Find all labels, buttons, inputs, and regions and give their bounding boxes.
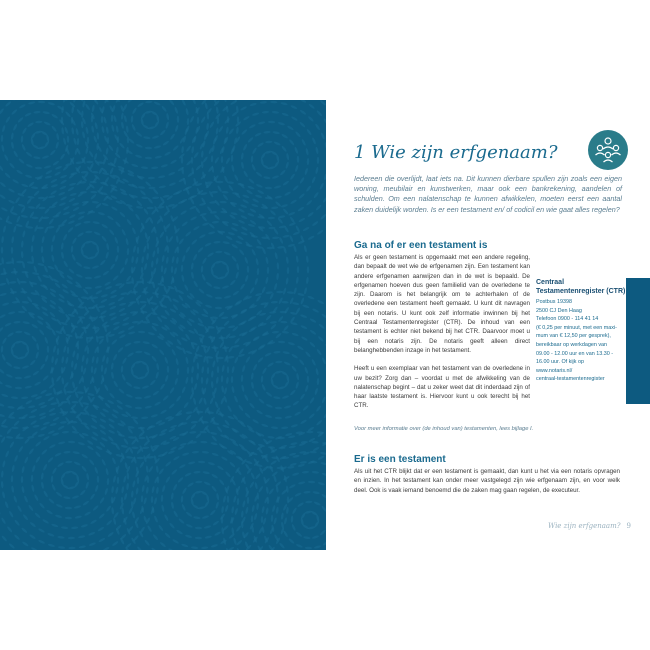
contact-line: Telefoon 0900 - 114 41 14 [536,316,599,323]
contact-line: Postbus 19398 [536,299,572,305]
decorative-pattern-page [0,100,326,550]
paragraph: Heeft u een exemplaar van het testament van de overledene in uw bezit? Zorg dan – voordat u met de afwikkeling van de nalatenschap begint – dat u zeker weet dat dit inderdaad zijn of haar laatste testament is. Hiervoor kunt u ook terecht bij het CTR. [354,365,530,410]
paragraph: Als uit het CTR blijkt dat er een testament is gemaakt, dan kunt u het via een notaris opvragen en inzien. In het testament kan onder meer vastgelegd zijn wie erfgenaam zijn, en voor welk deel. Ook is vaak iemand benoemd die de zaken mag gaan regelen, de executeur. [354,468,620,494]
contact-link[interactable]: centraal-testamentenregister [536,376,605,383]
sidebar-title: Centraal [536,279,565,286]
heading-testament-check: Ga na of er een testament is [354,240,488,251]
heading-testament-exists: Er is een testament [354,454,446,465]
section-testament-exists [354,467,620,504]
book-spread [0,100,650,550]
chapter-tab-marker [626,278,650,404]
ctr-contact-box [536,278,626,384]
contact-line: (€ 0,25 per minuut, met een maxi- [536,324,617,331]
section-testament-check [354,253,530,420]
chapter-title: 1 Wie zijn erfgenaam? [354,142,558,163]
page-number: 9 [626,522,631,530]
sidebar-title: Testamentenregister (CTR) [536,288,626,295]
appendix-note: Voor meer informatie over (de inhoud van) testamenten, lees bijlage I. [354,426,534,432]
contact-link[interactable]: www.notaris.nl/ [536,367,573,374]
contact-line: bereikbaar op werkdagen van [536,341,608,348]
family-group-icon [588,130,628,170]
contact-line: 16.00 uur. Of kijk op [536,359,584,366]
intro-paragraph: Iedereen die overlijdt, laat iets na. Dit kunnen dierbare spullen zijn zoals een eigen woning, meubilair en kunstwerken, maar ook een bankrekening, aandelen of schulden. Om een nalatenschap te kunnen afwikkelen, moeten eerst een aantal zaken duidelijk worden. Is er een testament en/ of codicil en wie gaat alles regelen? [354,174,622,214]
text-page [326,100,650,550]
embossed-swirl-pattern [0,100,326,550]
paragraph: Als er geen testament is opgemaakt met een andere regeling, dan bepaalt de wet wie de erfgenamen zijn. Een testament kan andere erfgenamen aanwijzen dan in de wet is bepaald. De erfgenamen hoeven dus geen familielid van de overledene te zijn. Daarom is het belangrijk om te achterhalen of de overledene een testament heeft gemaakt. U kunt dit navragen bij een notaris. U kunt ook zelf informatie inwinnen bij het Centraal Testamentenregister (CTR). De inhoud van een testament is echter niet bekend bij het CTR. Daarvoor moet u bij een notaris zijn. De notaris geeft alleen direct belanghebbenden inzage in het testament. [354,254,530,354]
contact-line: 2500 CJ Den Haag [536,307,582,314]
contact-line: 09.00 - 12.00 uur en van 13.30 - [536,350,614,357]
contact-line: mum van € 12,50 per gesprek), [536,333,611,340]
running-title: Wie zijn erfgenaam? [548,522,621,530]
page-footer [548,522,631,530]
